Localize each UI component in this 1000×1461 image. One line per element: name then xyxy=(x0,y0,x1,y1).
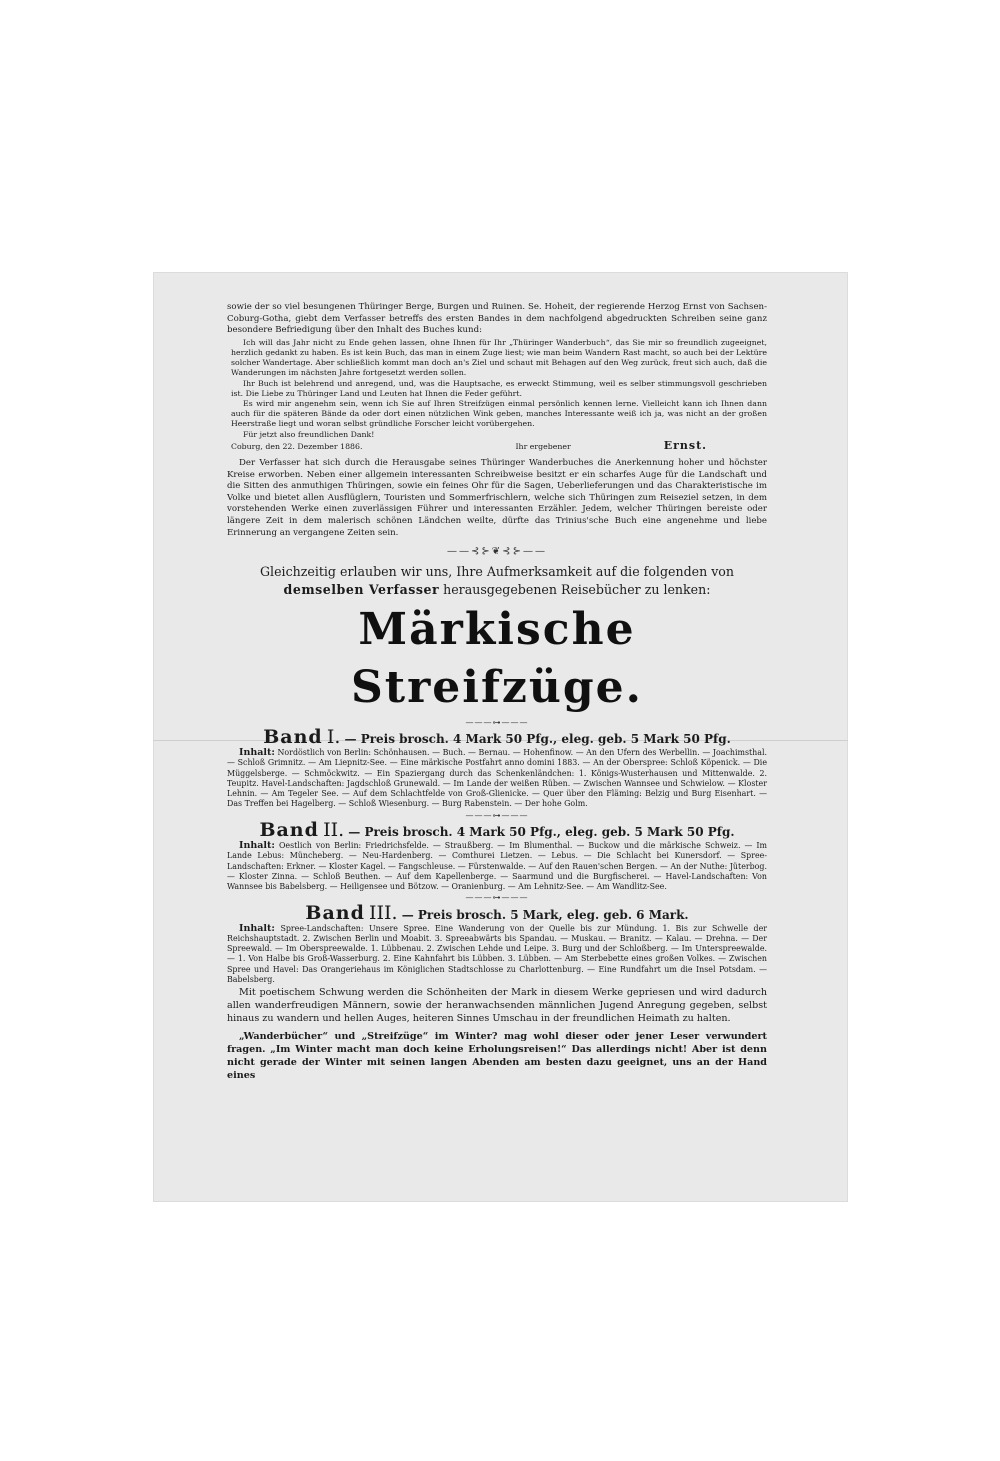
band-1-contents xyxy=(227,748,767,810)
band-3-number: III. xyxy=(369,902,398,924)
intro-after: herausgegebenen Reisebücher zu lenken: xyxy=(443,581,711,597)
band-1-heading xyxy=(227,726,767,749)
author-paragraph: Der Verfasser hat sich durch die Herausgabe seines Thüringer Wanderbuches die Anerkennung hoher und höchster Kreise erworben. Neben einer allgemein interessanten Schreibweise besitzt er ein scharfes Auge für die Landschaft und die Sitten des anmuthigen Thüringen, sowie ein feines Ohr für die Sagen, Ueberlieferungen und das Charakteristische im Volke und bietet allen Ausflüglern, Touristen und Sommerfrischlern, welche sich Thüringen zum Reiseziel setzen, in dem vorstehenden Werke einen zuverlässigen Führer und interessanten Erzähler. Jedem, welcher Thüringen bereiste oder längere Zeit in dem malerisch schönen Ländchen weilte, dürfte das Trinius'sche Buch eine angenehme und liebe Erinnerung an vergangene Zeiten sein. xyxy=(227,458,767,538)
book-title: Märkische Streifzüge. xyxy=(351,603,643,713)
band-3-contents-text: Spree-Landschaften: Unsere Spree. Eine Wanderung von der Quelle bis zur Mündung. 1. Bis zur Schwelle der Reichshauptstadt. 2. Zwischen Berlin und Moabit. 3. Spreeabwärts bis Spandau. — Muskau. — Branitz. — Kalau. — Drehna. — Der Spreewald. — Im Oberspreewalde. 1. Lübbenau. 2. Zwischen Lehde und Leipe. 3. Burg und der Schloßberg. — Im Unterspreewalde. — 1. Von Halbe bis Groß-Wasserburg. 2. Eine Kahnfahrt bis Lübben. 3. Lübben. — Am Sterbebette eines großen Volkes. — Zwischen Spree und Havel: Das Orangeriehaus im Königlichen Stadtschlosse zu Charlottenburg. — Eine Rundfahrt um die Insel Potsdam. — Babelsberg. xyxy=(227,923,768,985)
letter-paragraph-4: Für jetzt also freundlichen Dank! xyxy=(243,429,375,439)
intro-emphasis: demselben Verfasser xyxy=(283,581,440,597)
band-2-heading xyxy=(227,819,767,842)
band-1-rule: ———⊶——— xyxy=(465,810,529,820)
band-3-contents-label: Inhalt: xyxy=(239,922,275,934)
letter-greeting: Ihr ergebener xyxy=(515,441,571,451)
intro-line xyxy=(227,563,767,599)
band-1-price: — Preis brosch. 4 Mark 50 Pfg., eleg. geb. 5 Mark 50 Pfg. xyxy=(344,732,731,747)
letter-paragraph-3: Es wird mir angenehm sein, wenn ich Sie auf Ihren Streifzügen einmal persönlich kennen lerne. Vielleicht kann ich Ihnen dann auch für die späteren Bände da oder dort einen nützlichen Wink geben, manches Interessante weiß ich ja, was nicht an der großen Heerstraße liegt und woran selbst gründliche Forscher leicht vorübergehen. xyxy=(231,399,767,429)
band-3-heading xyxy=(227,902,767,924)
closing-paragraph: Mit poetischem Schwung werden die Schönheiten der Mark in diesem Werke gepriesen und wird dadurch allen wanderfreudigen Männern, sowie der heranwachsenden männlichen Jugend Anregung gegeben, selbst hinaus zu wandern und hellen Auges, heiteren Sinnes Umschau in der freundlichen Heimath zu halten. xyxy=(227,987,767,1025)
letter-date: Coburg, den 22. Dezember 1886. xyxy=(231,441,363,451)
final-paragraph: „Wanderbücher“ und „Streifzüge“ im Winter? mag wohl dieser oder jener Leser verwundert fragen. „Im Winter macht man doch keine Erholungsreisen!“ Das allerdings nicht! Aber ist denn nicht gerade der Winter mit seinen langen Abenden am besten dazu geeignet, uns an der Hand eines xyxy=(227,1031,767,1082)
intro-before: Gleichzeitig erlauben wir uns, Ihre Aufmerksamkeit auf die folgenden von xyxy=(260,563,734,579)
title-rule: ———⊶——— xyxy=(465,717,529,727)
band-2-contents-label: Inhalt: xyxy=(239,839,275,851)
band-2-word: Band xyxy=(259,819,319,842)
ornament-divider: ——⊰⊱❦⊰⊱—— xyxy=(447,546,547,558)
letter-intro-paragraph: sowie der so viel besungenen Thüringer Berge, Burgen und Ruinen. Se. Hoheit, der regierende Herzog Ernst von Sachsen-Coburg-Gotha, giebt dem Verfasser betreffs des ersten Bandes in dem nachfolgend abgedruckten Schreiben seine ganz besondere Befriedigung über den Inhalt des Buches kund: xyxy=(227,302,767,336)
band-2-contents xyxy=(227,841,767,892)
band-3-word: Band xyxy=(305,902,365,924)
band-2-contents-text: Oestlich von Berlin: Friedrichsfelde. — Straußberg. — Im Blumenthal. — Buckow und die märkische Schweiz. — Im Lande Lebus: Müncheberg. — Neu-Hardenberg. — Comthurei Lietzen. — Lebus. — Die Schlacht bei Kunersdorf. — Spree-Landschaften: Erkner. — Kloster Kagel. — Fangschleuse. — Fürstenwalde. — Auf den Rauen'schen Bergen. — An der Nuthe: Jüterbog. — Kloster Zinna. — Schloß Beuthen. — Auf dem Kapellenberge. — Saarmund und die Burgfischerei. — Havel-Landschaften: Von Wannsee bis Babelsberg. — Heiligensee und Bötzow. — Oranienburg. — Am Lehnitz-See. — Am Wandlitz-See. xyxy=(227,840,767,892)
duke-letter xyxy=(227,338,767,452)
letter-paragraph-1: Ich will das Jahr nicht zu Ende gehen lassen, ohne Ihnen für Ihr „Thüringer Wanderbuch“, das Sie mir so freundlich zugeeignet, herzlich gedankt zu haben. Es ist kein Buch, das man in einem Zuge liest; wie man beim Wandern Rast macht, so auch bei der Lektüre solcher Wandertage. Aber schließlich kommt man doch an's Ziel und schaut mit Behagen auf den Weg zurück, freut sich auch, daß die Wanderungen im nächsten Jahre fortgesetzt werden sollen. xyxy=(231,337,767,378)
letter-signature-row xyxy=(231,438,767,452)
band-2-number: II. xyxy=(323,819,345,842)
band-1-word: Band xyxy=(263,726,323,749)
printed-page xyxy=(153,272,848,1202)
band-2-price: — Preis brosch. 4 Mark 50 Pfg., eleg. geb. 5 Mark 50 Pfg. xyxy=(348,825,735,840)
band-1-contents-label: Inhalt: xyxy=(239,746,275,758)
band-3-price: — Preis brosch. 5 Mark, eleg. geb. 6 Mark. xyxy=(401,908,689,922)
letter-paragraph-2: Ihr Buch ist belehrend und anregend, und, was die Hauptsache, es erweckt Stimmung, weil es selber stimmungsvoll geschrieben ist. Die Liebe zu Thüringer Land und Leuten hat Ihnen die Feder geführt. xyxy=(231,378,767,398)
band-2-rule: ———⊶——— xyxy=(465,893,529,903)
page-content xyxy=(227,302,767,1082)
band-3-contents xyxy=(227,924,767,986)
band-1-number: I. xyxy=(326,726,341,749)
band-1-contents-text: Nordöstlich von Berlin: Schönhausen. — Buch. — Bernau. — Hohenfinow. — An den Ufern des Werbellin. — Joachimsthal. — Schloß Grimnitz. — Am Liepnitz-See. — Eine märkische Postfahrt anno domini 1883. — An der Oberspree: Schloß Köpenick. — Die Müggelsberge. — Schmöckwitz. — Ein Spaziergang durch das Schenkenländchen: 1. Königs-Wusterhausen und Mittenwalde. 2. Teupitz. Havel-Landschaften: Jagdschloß Grunewald. — Im Lande der weißen Rüben. — Zwischen Wannsee und Schwielow. — Kloster Lehnin. — Am Tegeler See. — Auf dem Schlachtfelde von Groß-Glienicke. — Quer über den Fläming: Belzig und Burg Eisenhart. — Das Treffen bei Hagelberg. — Schloß Wiesenburg. — Burg Rabenstein. — Der hohe Golm. xyxy=(227,747,767,809)
letter-signature: Ernst. xyxy=(663,438,707,452)
